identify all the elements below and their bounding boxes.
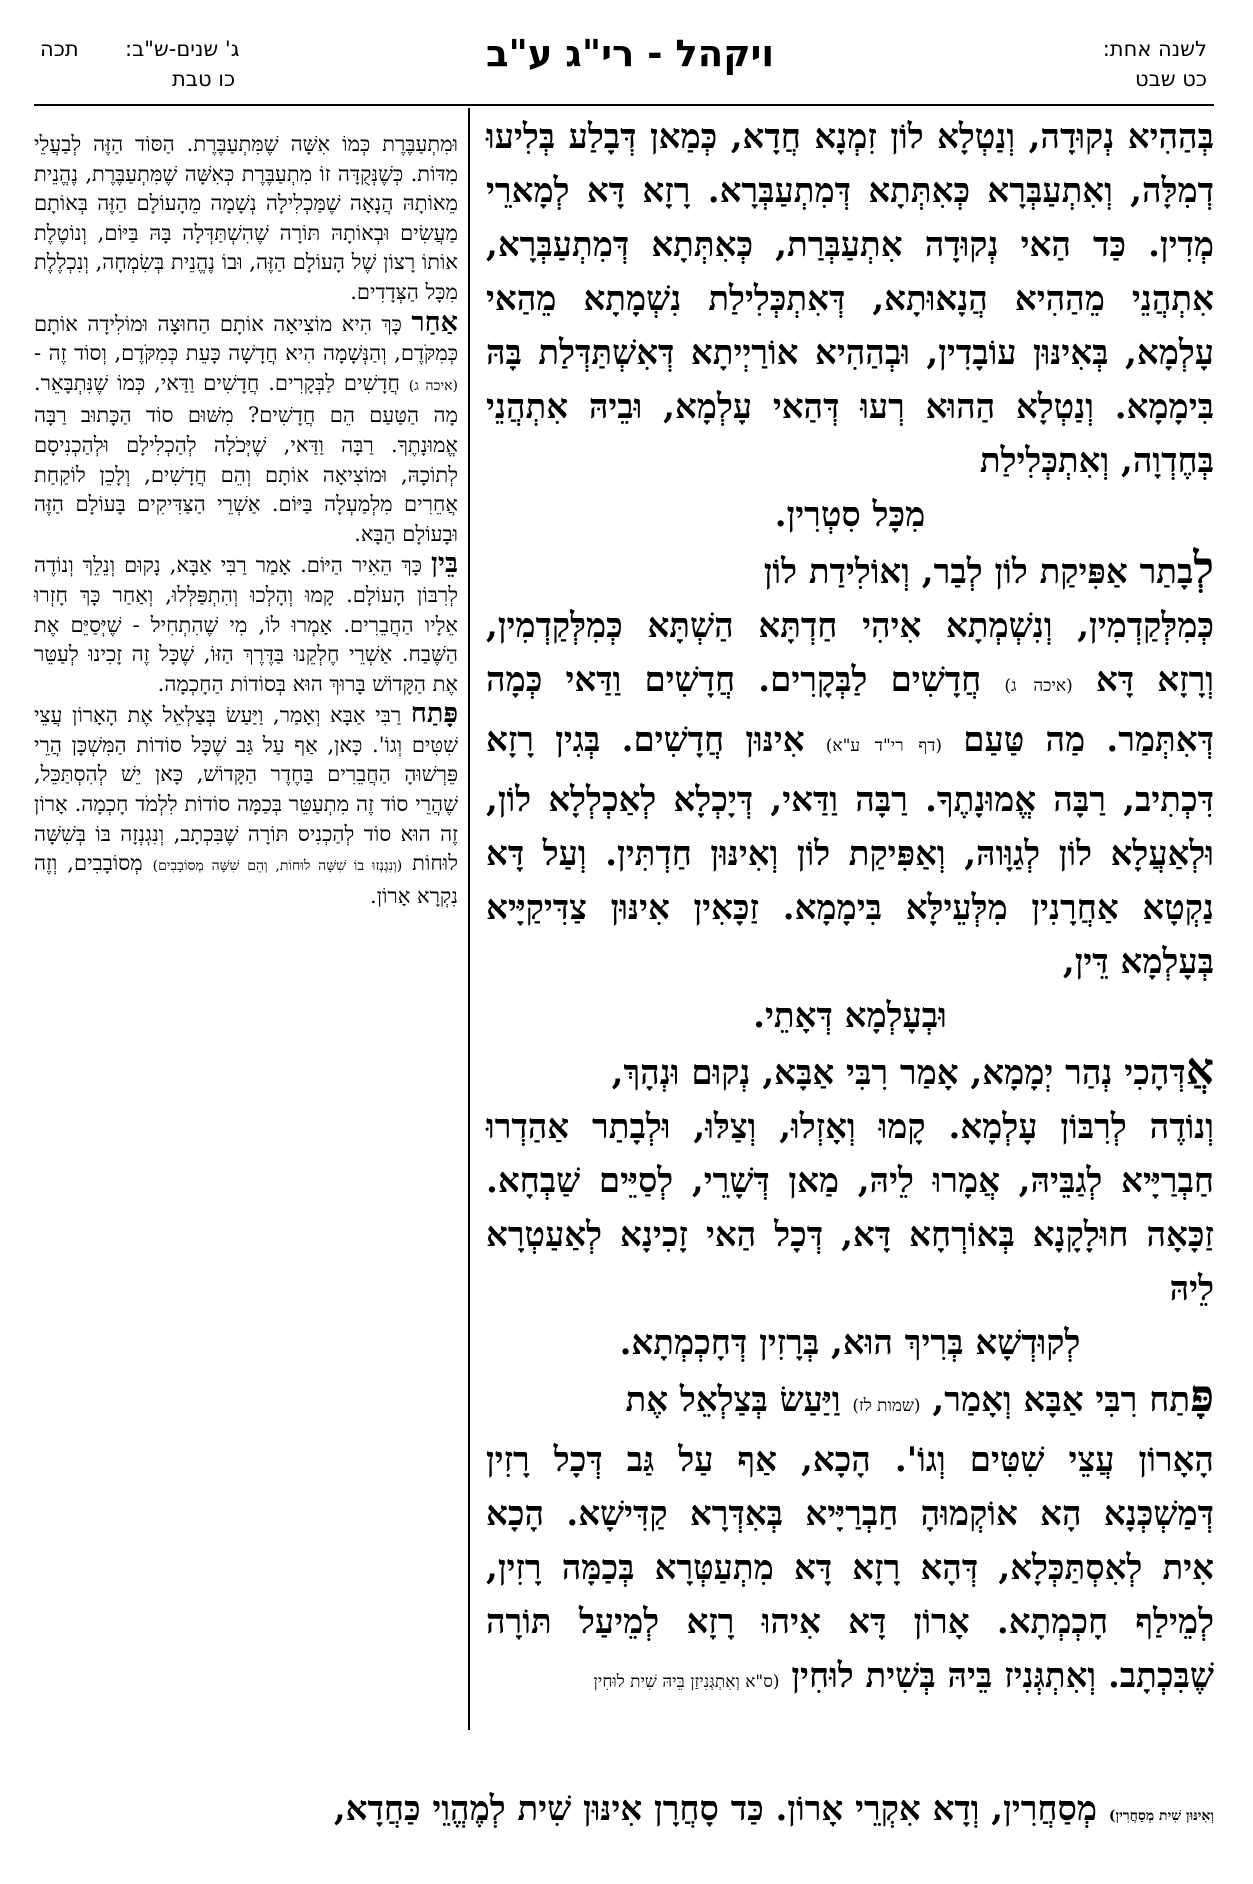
main-p4-ref-shemot: (שמות לז) bbox=[852, 1396, 921, 1416]
main-p3-line2: וְנוֹדֶה לְרִבּוֹן עָלְמָא. קָמוּ וְאָזְלוּ, וְצַלּוּ, bbox=[693, 1107, 1215, 1147]
side-p4-text: רַבִּי אַבָּא וְאָמַר, וַיַּעַשׂ בְּצַלְאֵל אֶת הָאָרוֹן עֲצֵי שִׁטִּים וְגוֹ'. כָּאן, אַף עַל גַּב שֶׁכָּל סוֹדוֹת הַמִּשְׁכָּן הֲרֵי פֵּרְשׁוּהָ הַחֲבֵרִים בַּחֶדֶר הַקָּדוֹשׁ, כָּאן יֵשׁ לְהִסְתַּכֵּל, שֶׁהֲרֵי סוֹד זֶה מִתְעַטֵּר בְּכַמָּה סוֹדוֹת לִלְמֹד חָכְמָה. אָרוֹן זֶה הוּא סוֹד לְהַכְנִיס תּוֹרָה שֶׁבִּכְתָב, וְנִגְנְזָה בּוֹ בְּשִׁשָּׁה לוּחוֹת bbox=[34, 703, 458, 876]
main-p2-ref-daf: (דף רי"ד ע"א) bbox=[825, 736, 943, 756]
main-p4-last: וְאִתְגְּנִיז בֵּיהּ בְּשִׁית לוּחִין bbox=[791, 1656, 1097, 1696]
side-p2-initial: אַחַר bbox=[411, 306, 458, 338]
translation-column bbox=[34, 130, 458, 1750]
main-p1-end: מִכָּל סִטְרִין. bbox=[774, 495, 926, 535]
side-p4-ref: (וְנִגְנְזוּ בוֹ שִׁשָּׁה לוּחוֹת, וְהֵם שִׁשָּׁה מְסוֹבָבִים) bbox=[152, 858, 403, 875]
side-paragraph-4 bbox=[34, 699, 458, 911]
side-paragraph-1: וּמִתְעַבֶּרֶת כְּמוֹ אִשָּׁה שֶׁמִּתְעַבֶּרֶת. הַסּוֹד הַזֶּה לְבַעֲלֵי מִדּוֹת. כְּשֶׁנְּקֻדָּה זוֹ מִתְעַבֶּרֶת כְּאִשָּׁה שֶׁמִּתְעַבֶּרֶת, נֶהֱנֵית מֵאוֹתָהּ הֲנָאָה שֶׁמַּכְלִילָה נְשָׁמָה מֵהָעוֹלָם הַזֶּה בְּאוֹתָם מַעֲשִׂים וּבְאוֹתָהּ תּוֹרָה שֶׁהִשְׁתַּדְּלָה בָּהּ בַּיּוֹם, וְנוֹטֶלֶת אוֹתוֹ רָצוֹן שֶׁל הָעוֹלָם הַזֶּה, וּבוֹ נֶהֱנֵית בְּשִׂמְחָה, וְנִכְלֶלֶת מִכָּל הַצְּדָדִים. bbox=[34, 132, 458, 304]
page-number: תכה bbox=[40, 37, 79, 61]
main-p4-line2: הָאָרוֹן עֲצֵי שִׁטִּים וְגוֹ'. הָכָא, אַף עַל גַּב bbox=[626, 1440, 1214, 1480]
header-three-year-date: כו טבת bbox=[172, 67, 236, 91]
main-p2-b: חֲדָשִׁים לַבְּקָרִים. חֲדָשִׁים וַדַּאי כְּמָה דְּאִתְּמַר. מַה טַּעַם bbox=[486, 660, 1214, 760]
side-paragraph-2 bbox=[34, 308, 458, 550]
side-p2-text-b: חֲדָשִׁים לַבְּקָרִים. חֲדָשִׁים וַדַּאי, כְּמוֹ שֶׁנִּתְבָּאֵר. מָה הַטַּעַם הֵם חֲדָשִׁים? מִשּׁוּם סוֹד הַכָּתוּב רַבָּה אֱמוּנָתֶךָ. רַבָּה וַדַּאי, שֶׁיְּכֹלָה לְהַכְלִילָם וּלְהַכְנִיסָם לְתוֹכָהּ, וּמוֹצִיאָה אוֹתָם וְהֵם חֲדָשִׁים, וְלָכֵן לוֹקַחַת אֲחֵרִים מִלְמַעְלָה בַּיּוֹם. אַשְׁרֵי הַצַּדִּיקִים בָּעוֹלָם הַזֶּה וּבָעוֹלָם הַבָּא. bbox=[34, 370, 458, 546]
main-p3-end: לְקוּדְשָׁא בְּרִיךְ הוּא, בְּרָזִין דְּחָכְמְתָא. bbox=[619, 1323, 1081, 1363]
side-p3-text: כָּךְ הֵאִיר הַיּוֹם. אָמַר רַבִּי אַבָּא, נָקוּם וְנֵלֵךְ וְנוֹדֶה לְרִבּוֹן הָעוֹלָם. קָמוּ וְהָלְכוּ וְהִתְפַּלְּלוּ, וְאַחַר כָּךְ חָזְרוּ אֵלָיו הַחֲבֵרִים. אָמְרוּ לוֹ, מִי שֶׁהִתְחִיל - שֶׁיְּסַיֵּם אֶת הַשֶּׁבַח. אַשְׁרֵי חֶלְקֵנוּ בַּדֶּרֶךְ הַזּוֹ, שֶׁכָּל זֶה זָכִינוּ לְעַטֵּר אֶת הַקָּדוֹשׁ בָּרוּךְ הוּא בְּסוֹדוֹת הַחָכְמָה. bbox=[34, 553, 458, 696]
main-p3-line1: דְּהָכִי נְהַר יְמָמָא, אָמַר רִבִּי אַבָּא, נְקוּם וּנְהָךְ, bbox=[611, 1053, 1186, 1093]
header-study-schedule bbox=[987, 34, 1207, 94]
main-p2-c: אִינּוּן חֲדָשִׁים. בְּגִין רָזָא דִּכְתִיב, רַבָּה אֱמוּנָתֶךָ. רַבָּה וַדַּאי, דְּיָכְלָא לְאַכְלְלָא לוֹן, וּלְאַעֲלָא לוֹן לְגַוָּוהּ, וְאַפִּיקַת לוֹן וְאִינּוּן חַדְתִּין. וְעַל דָּא נַקְטָא אַחֲרָנִין מִלְּעֵילָּא בִּימָמָא. זַכָּאִין אִינּוּן צַדִּיקַיָּיא בְּעָלְמָא דֵּין, bbox=[486, 720, 1214, 982]
side-p4-initial: פָּתַח bbox=[410, 698, 459, 730]
main-p2-initial: לְ bbox=[1193, 543, 1214, 594]
main-p3-rest: וּלְבָתַר אַהַדְרוּ חַבְרַיָּיא לְגַבֵּיהּ, אֲמָרוּ לֵיהּ, מַאן דְּשָׁרֵי, לְסַיֵּים שַׁבְחָא. זַכָּאָה חוּלָקָנָא בְּאוֹרְחָא דָּא, דְּכָל הַאי זָכִינָא לְאַעַטְרָא לֵיהּ bbox=[486, 1107, 1214, 1309]
page-title: ויקהל - רי"ג ע"ב bbox=[485, 32, 775, 75]
header-three-year-label: ג' שנים-ש"ב: bbox=[125, 37, 240, 61]
main-p2-a: הַשְׁתָּא כְּמִלְּקַדְמִין, וְרָזָא דָּא bbox=[486, 606, 1214, 700]
main-p2-line1: בָתַר אַפִּיקַת לוֹן לְבַר, וְאוֹלִידַת לוֹן bbox=[763, 552, 1194, 592]
footer-continuation-line bbox=[34, 1782, 1214, 1843]
main-p1-text: בְּהַהִיא נְקוּדָה, וְנַטְלָא לוֹן זִמְנָא חֲדָא, כְּמַאן דְּבָלַע בְּלִיעוּ דְמִלָּה, וְאִתְעַבְּרָא כְּאִתְּתָא דְּמִתְעַבְּרָא. רָזָא דָּא לְמָארֵי מְדִין. כַּד הַאי נְקוּדָה אִתְעַבְּרַת, כְּאִתְּתָא דְּמִתְעַבְּרָא, אִתְהֲנֵי מֵהַהִיא הֲנָאוּתָא, דְּאִתְכְּלִילַת נִשְׁמָתָא מֵהַאי עָלְמָא, בְּאִינּוּן עוֹבָדִין, וּבְהַהִיא אוֹרַיְיתָא דְּאִשְׁתַּדְּלַת בָּהּ בִּימָמָא. וְנַטְלָא הַהוּא רְעוּ דְּהַאי עָלְמָא, וּבֵיהּ אִתְהֲנֵי בְּחֶדְוָה, וְאִתְכְּלִילַת bbox=[486, 117, 1214, 481]
main-paragraph-1 bbox=[486, 110, 1214, 488]
main-p4-rest: דְּכָל רָזִין דְּמַשְׁכְּנָא הָא אוֹקְמוּהָ חַבְרַיָּיא בְּאִדְּרָא קַדִּישָׁא. הָכָא אִית לְאִסְתַּכְּלָא, דְּהָא רָזָא דָּא מִתְעַטְּרָא בְּכַמָּה רָזִין, לְמֵילַף חָכְמְתָא. אָרוֹן דָּא אִיהוּ רָזָא לְמֵיעַל תּוֹרָה שֶׁבִּכְתָב. bbox=[486, 1440, 1214, 1696]
footer-ref: וְאִינּוּן שִׁית מְסַחֲרִין) bbox=[1108, 1808, 1214, 1824]
side-p2-text: כָּךְ הִיא מוֹצִיאָה אוֹתָם הַחוּצָה וּמוֹלִידָה אוֹתָם כְּמִקֹּדֶם, וְהַנְּשָׁמָה הִיא חֲדָשָׁה כָּעֵת כְּמִקֹּדֶם, וְסוֹד זֶה - bbox=[34, 311, 458, 366]
header-one-year-label: לשנה אחת: bbox=[1102, 37, 1207, 61]
main-p2-line2: כְּמִלְּקַדְמִין, וְנִשְׁמְתָא אִיהִי חַדְתָּא bbox=[758, 606, 1214, 646]
side-p4-end: מְסוֹבָבִים, וְזֶה נִקְרָא אָרוֹן. bbox=[34, 851, 458, 908]
main-p2-end: וּבְעָלְמָא דְּאָתֵי. bbox=[753, 996, 947, 1036]
header-one-year-date: כט שבט bbox=[1134, 67, 1207, 91]
main-paragraph-2 bbox=[486, 542, 1214, 989]
header-rule bbox=[34, 104, 1214, 106]
side-p3-initial: בֵּין bbox=[431, 548, 458, 580]
main-p2-ref-eicha: (איכה ג) bbox=[1004, 676, 1073, 696]
main-text-column bbox=[486, 110, 1214, 1750]
main-p4-b: וַיַּעַשׂ בְּצַלְאֵל אֶת bbox=[625, 1380, 841, 1420]
side-paragraph-3 bbox=[34, 549, 458, 699]
main-p3-initial: אֲ bbox=[1185, 1044, 1214, 1095]
main-paragraph-3 bbox=[486, 1043, 1214, 1316]
main-paragraph-4 bbox=[486, 1370, 1214, 1709]
main-p4-initial: פָּ bbox=[1190, 1371, 1214, 1422]
main-p4-ref-variant: (ס"א וְאִתְגְּנִיזַן בֵּיהּ שִׁית לוּחִין bbox=[593, 1672, 780, 1692]
main-p4-a: תַח רִבִּי אַבָּא וְאָמַר, bbox=[932, 1380, 1191, 1420]
column-divider bbox=[468, 108, 470, 1730]
side-p2-ref: (איכה ג) bbox=[408, 377, 458, 394]
footer-text: מְסַחֲרִין, וְדָא אִקְרֵי אָרוֹן. כַּד סָחֲרָן אִינּוּן שִׁית לְמֶהֱוֵי כַּחֲדָא, bbox=[333, 1789, 1098, 1829]
